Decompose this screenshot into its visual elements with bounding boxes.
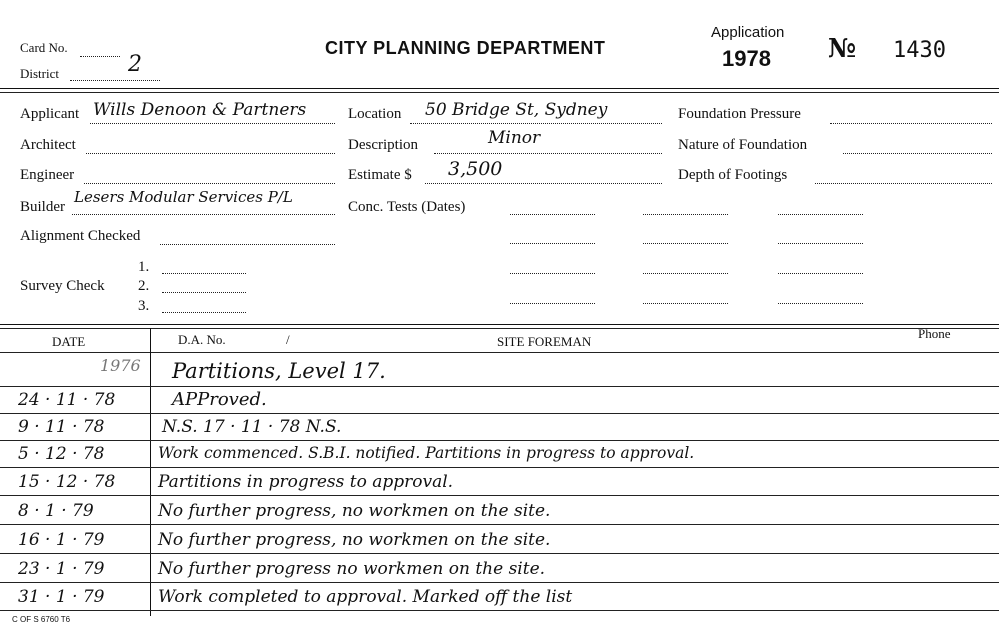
log-entry: Partitions, Level 17. (172, 359, 386, 383)
da-no-header: D.A. No. (178, 332, 226, 347)
conc-dots-c2 (778, 243, 863, 244)
row-rule (0, 553, 999, 554)
row-rule (0, 413, 999, 414)
conc-dots-b1 (643, 214, 728, 215)
applicant-label: Applicant (20, 106, 80, 122)
description-value: Minor (488, 128, 541, 148)
survey-dots-2 (162, 292, 246, 293)
row-rule (0, 495, 999, 496)
log-date: 1976 (100, 356, 141, 375)
conc-dots-a4 (510, 303, 595, 304)
date-column-header: DATE (52, 334, 86, 349)
page-title: CITY PLANNING DEPARTMENT (325, 38, 606, 58)
estimate-value: 3,500 (448, 158, 503, 180)
row-rule (0, 610, 999, 611)
application-year: 1978 (722, 46, 771, 71)
survey-dots-3 (162, 312, 246, 313)
location-value: 50 Bridge St, Sydney (425, 100, 608, 120)
district-value: 2 (128, 52, 142, 77)
conc-dots-a3 (510, 273, 595, 274)
conc-dots-c1 (778, 214, 863, 215)
log-entry: Work completed to approval. Marked off the list (158, 587, 573, 607)
conc-dots-b3 (643, 273, 728, 274)
card-no-label: Card No. (20, 40, 68, 55)
log-date: 8 · 1 · 79 (18, 501, 94, 521)
log-column-divider (150, 328, 151, 616)
estimate-label: Estimate $ (348, 167, 412, 183)
survey-dots-1 (162, 273, 246, 274)
conc-dots-a1 (510, 214, 595, 215)
conc-dots-b2 (643, 243, 728, 244)
log-entry: Partitions in progress to approval. (158, 472, 454, 492)
engineer-dots (84, 183, 335, 184)
conc-dots-c3 (778, 273, 863, 274)
applicant-value: Wills Denoon & Partners (93, 100, 307, 120)
survey-item-3: 3. (138, 298, 150, 314)
description-dots (434, 153, 662, 154)
architect-label: Architect (20, 137, 76, 153)
architect-dots (86, 153, 335, 154)
log-date: 23 · 1 · 79 (18, 559, 105, 579)
survey-check-label: Survey Check (20, 278, 105, 294)
card-no-dots (80, 56, 120, 57)
location-label: Location (348, 106, 402, 122)
district-dots (70, 80, 160, 81)
log-date: 9 · 11 · 78 (18, 417, 105, 437)
foundation-pressure-label: Foundation Pressure (678, 106, 801, 122)
log-entry: N.S. 17 · 11 · 78 N.S. (162, 417, 342, 437)
applicant-dots (90, 123, 335, 124)
log-top-rule (0, 324, 999, 325)
log-date: 16 · 1 · 79 (18, 530, 105, 550)
row-rule (0, 440, 999, 441)
site-foreman-header: SITE FOREMAN (497, 334, 592, 349)
builder-label: Builder (20, 199, 65, 215)
builder-dots (72, 214, 335, 215)
survey-item-1: 1. (138, 259, 150, 275)
log-entry: Work commenced. S.B.I. notified. Partitions in progress to approval. (158, 444, 695, 462)
alignment-checked-label: Alignment Checked (20, 228, 141, 244)
builder-value: Lesers Modular Services P/L (74, 188, 293, 206)
log-date: 24 · 11 · 78 (18, 390, 116, 410)
survey-item-2: 2. (138, 278, 150, 294)
conc-tests-label: Conc. Tests (Dates) (348, 199, 466, 215)
conc-dots-a2 (510, 243, 595, 244)
estimate-dots (425, 183, 662, 184)
conc-dots-b4 (643, 303, 728, 304)
log-date: 31 · 1 · 79 (18, 587, 105, 607)
alignment-dots (160, 244, 335, 245)
log-entry: No further progress no workmen on the site. (158, 559, 546, 579)
phone-header: Phone (918, 326, 951, 341)
application-label: Application (711, 24, 785, 41)
row-rule (0, 467, 999, 468)
row-rule (0, 582, 999, 583)
log-date: 5 · 12 · 78 (18, 444, 105, 464)
form-code: C OF S 6760 T6 (12, 615, 71, 624)
header-divider (0, 88, 999, 89)
district-label: District (20, 66, 59, 81)
da-no-slash: / (286, 332, 290, 347)
location-dots (410, 123, 662, 124)
application-number: 1430 (893, 38, 946, 63)
nature-foundation-label: Nature of Foundation (678, 137, 808, 153)
log-date: 15 · 12 · 78 (18, 472, 116, 492)
log-entry: No further progress, no workmen on the site. (158, 501, 551, 521)
depth-footings-dots (815, 183, 992, 184)
conc-dots-c4 (778, 303, 863, 304)
row-rule (0, 386, 999, 387)
log-entry: No further progress, no workmen on the site. (158, 530, 551, 550)
number-symbol: № (828, 34, 857, 64)
nature-foundation-dots (843, 153, 992, 154)
header-divider-thin (0, 92, 999, 93)
row-rule (0, 524, 999, 525)
foundation-pressure-dots (830, 123, 992, 124)
log-entry: APProved. (172, 389, 267, 410)
engineer-label: Engineer (20, 167, 75, 183)
depth-footings-label: Depth of Footings (678, 167, 788, 183)
description-label: Description (348, 137, 418, 153)
